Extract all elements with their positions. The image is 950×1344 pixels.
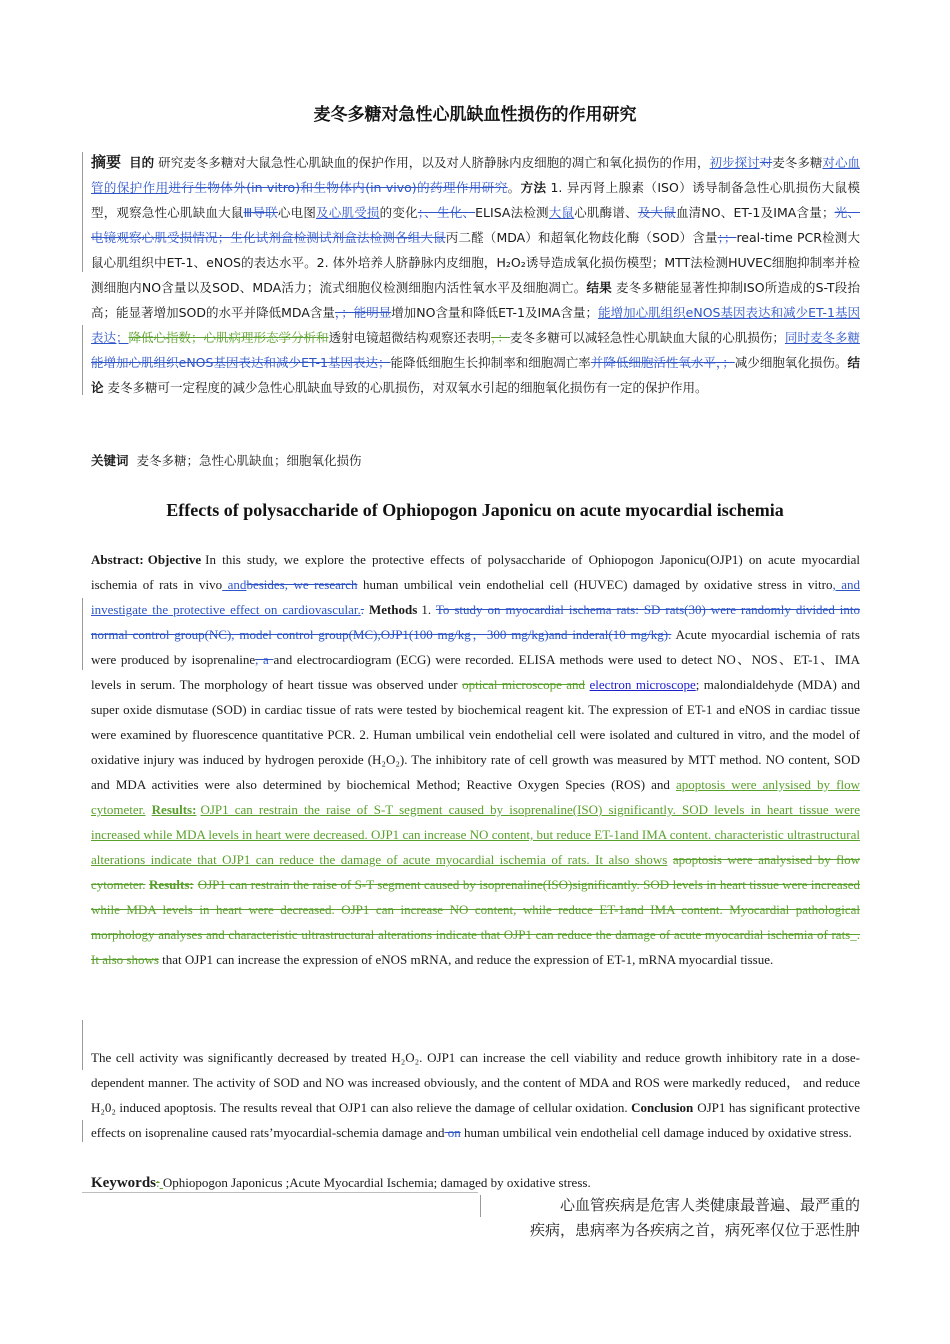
text-run: that OJP1 can increase the expression of eNOS mRNA, and reduce the expression of ET-1, mRNA myocardial tissue.	[162, 952, 774, 967]
deleted-text: 并降低细胞活性氧水平，；	[590, 355, 735, 370]
text-run: The cell activity was significantly decreased by treated H₂O₂. OJP1 can increase the cell viability and reduce growth inhibitory rate in a dose-dependent manner. The activity of SOD and NO was increased obviously, and the content of MDA and ROS were markedly reduced， and reduce H₂0₂ induced apoptosis. The results reveal that OJP1 can also relieve the damage of cellular oxidation.	[91, 1050, 860, 1115]
section-divider	[82, 1192, 478, 1193]
text-run: human umbilical vein endothelial cell damage induced by oxidative stress.	[464, 1125, 852, 1140]
inserted-text: 同时麦冬多糖	[784, 330, 860, 345]
deleted-text: , a	[255, 652, 274, 667]
text-run: 丙二醛（MDA）和超氧化物歧化酶（SOD）含量	[445, 230, 718, 245]
objective-label: 目的	[129, 155, 155, 170]
text-run: OJP1 has significant protective effects on isoprenaline caused rats’myocardial-schemia damage and	[91, 1100, 860, 1140]
deleted-results-label: Results:	[148, 877, 194, 892]
text-run: 血清NO、ET-1及IMA含量；	[675, 205, 835, 220]
inserted-text: 对心血管的保护作用	[91, 155, 860, 195]
deleted-text: 进行生物体外(in vitro)和生物体内(in vivo)的药理作用研究	[168, 180, 508, 195]
deleted-text: 降低心指数；心肌病理形态学分析和	[128, 330, 329, 345]
deleted-text: :	[156, 1175, 160, 1190]
text-run: 增加NO含量和降低ET-1及IMA含量；	[391, 305, 599, 320]
objective-label: Objective	[147, 552, 202, 567]
deleted-text: OJP1 can restrain the raise of S-T segment caused by isoprenaline(ISO)significantly. SOD levels in heart tissue were increased while MDA levels in heart were decreased. OJP1 can increase NO content, while reduce ET-1and IMA content. Myocardial pathological morphology analyses and characteristic ultrastructural alterations indicate that OJP1 can reduce the damage of acute myocardial ischemia of rats_. It also shows	[91, 877, 861, 967]
deleted-text: 能增加心肌组织eNOS基因表达和减少ET-1基因表达；	[91, 355, 391, 370]
conclusion-label: 结论	[91, 355, 860, 395]
text-run: Acute myocardial ischemia of rats were produced by isoprenaline	[91, 627, 860, 667]
text-run: 透射电镜超微结构观察还表明	[328, 330, 492, 345]
inserted-text: apoptosis were anlysised by flow cytometer.	[91, 777, 860, 817]
deleted-text: ；；	[717, 230, 737, 245]
deleted-text: apoptosis were analysised by flow cytometer.	[91, 852, 860, 892]
text-run: human umbilical vein endothelial cell (HUVEC) damaged by oxidative stress in vitro	[363, 577, 833, 592]
text-run: 麦冬多糖能显著性抑制ISO所造成的S-T段抬高；能显著增加SOD的水平并降低MDA含量	[91, 280, 860, 320]
text-run: 研究麦冬多糖对大鼠急性心肌缺血的保护作用，以及对人脐静脉内皮细胞的凋亡和氧化损伤的作用，	[158, 155, 710, 170]
revision-bar	[82, 598, 83, 670]
deleted-text: optical microscope and	[462, 677, 586, 692]
inserted-text: and	[222, 577, 247, 592]
text-run: and electrocardiogram (ECG) were recorded. ELISA methods were used to detect NO、NOS、ET-1、IMA levels in serum. The morphology of heart tissue was observed under	[91, 652, 860, 692]
text-run: 1. 异丙肾上腺素（ISO）诱导制备急性心肌损伤大鼠模型，观察急性心肌缺血大鼠	[91, 180, 860, 220]
revision-bar	[82, 152, 83, 272]
abstract-label: 摘要	[91, 153, 122, 171]
text-run: 的变化	[379, 205, 418, 220]
text-run: In this study, we explore the protective effects of polysaccharide of Ophiopogon Japonicu(OJP1) on acute myocardial ischemia of rats in vivo	[91, 552, 860, 592]
english-title: Effects of polysaccharide of Ophiopogon Japonicu on acute myocardial ischemia	[166, 500, 784, 520]
deleted-text: Ⅲ导联	[243, 205, 278, 220]
english-abstract	[91, 547, 860, 972]
deleted-text: To study on myocardial ischema rats: SD rats(30) were randomly divided into normal control group(NC), model control group(MC),OJP1(100 mg/kg，300 mg/kg)and inderal(10 mg/kg).	[91, 602, 861, 642]
text-run: ; malondialdehyde (MDA) and super oxide dismutase (SOD) in cardiac tissue of rats were tested by biochemical reagent kit. The expression of ET-1 and eNOS in cardiac tissue were examined by fluorescence quantitative PCR. 2. Human umbilical vein endothelial cell were isolated and cultured in vitro, and the model of oxidative injury was induced by hydrogen peroxide (H₂O₂). The inhibitory rate of cell growth was measured by MTT method. NO content, SOD and MDA activities were also determined by biochemical Method; Reactive Oxygen Species (ROS) and	[91, 677, 860, 792]
revision-bar	[82, 1120, 83, 1142]
text-run: 减少细胞氧化损伤。	[734, 355, 848, 370]
body-text-column	[480, 1193, 860, 1243]
text-run: 心电图	[277, 205, 317, 220]
keywords-label: 关键词	[91, 453, 129, 468]
methods-label: 方法	[520, 180, 547, 195]
inserted-text: 及心肌受损	[316, 205, 380, 220]
conclusion-label: Conclusion	[631, 1100, 694, 1115]
results-label: Results:	[151, 802, 197, 817]
body-line: 心血管疾病是危害人类健康最普遍、最严重的	[559, 1196, 860, 1214]
deleted-text: 光、电镜观察心肌受损情况；生化试剂盒检测试剂盒法检测各组大鼠	[91, 205, 860, 245]
electron-microscope-link[interactable]: electron microscope	[589, 677, 696, 692]
abstract-label: Abstract:	[91, 552, 144, 567]
deleted-text: ，；能明显	[334, 305, 392, 320]
text-run: 麦冬多糖	[772, 155, 823, 170]
text-run: 麦冬多糖可以减轻急性心肌缺血大鼠的心肌损伤；	[509, 330, 785, 345]
text-run: real-time PCR检测大鼠心肌组织中ET-1、eNOS的表达水平。2. 体外培养人脐静脉内皮细胞，H₂O₂诱导造成氧化损伤模型；MTT法检测HUVEC细胞抑制率并检测细胞内NO含量以及SOD、MDA活力；流式细胞仪检测细胞内活性氧水平及细胞凋亡。	[91, 230, 860, 295]
deleted-text: 及大鼠	[637, 205, 676, 220]
chinese-abstract	[91, 150, 860, 400]
keywords-text: 麦冬多糖；急性心肌缺血；细胞氧化损伤	[136, 453, 362, 468]
inserted-text: OJP1 can restrain the raise of S-T segment caused by isoprenaline(ISO) significantly. SOD levels in heart tissue were increased while MDA levels in heart were decreased. OJP1 can increase NO content, but reduce ET-1and IMA content. characteristic ultrastructural alterations indicate that OJP1 can reduce the damage of acute myocardial ischemia of rats. It also shows	[91, 802, 860, 867]
deleted-text: ，：	[491, 330, 510, 345]
revision-bar	[82, 325, 83, 395]
keywords-text: Ophiopogon Japonicus ;Acute Myocardial Ischemia; damaged by oxidative stress.	[162, 1175, 591, 1190]
english-abstract-continued	[91, 1045, 860, 1145]
methods-label: Methods	[368, 602, 418, 617]
revision-bar	[82, 1020, 83, 1070]
deleted-text: besides, we research	[246, 577, 358, 592]
text-run: 。	[507, 180, 521, 195]
inserted-text: 能增加心肌组织eNOS基因表达和减少ET-1基因表达；	[91, 305, 860, 345]
inserted-text: 初步探讨	[709, 155, 760, 170]
keywords-label: Keywords	[91, 1175, 156, 1191]
text-run: 麦冬多糖可一定程度的减少急性心肌缺血导致的心肌损伤，对双氧水引起的细胞氧化损伤有一定的保护作用。	[107, 380, 708, 395]
deleted-text: ；、生化、	[417, 205, 476, 220]
deleted-text: 对	[759, 155, 773, 170]
body-line: 疾病，患病率为各疾病之首，病死率仅位于恶性肿	[529, 1221, 860, 1239]
chinese-title: 麦冬多糖对急性心肌缺血性损伤的作用研究	[313, 105, 637, 125]
inserted-text: 大鼠	[548, 205, 575, 220]
text-run: 能降低细胞生长抑制率和细胞凋亡率	[390, 355, 591, 370]
inserted-text: , and investigate the protective effect on cardiovascular.	[91, 577, 860, 617]
deleted-text: on	[444, 1125, 461, 1140]
deleted-text: .	[360, 602, 364, 617]
text-run: ELISA法检测	[475, 205, 549, 220]
text-run: 心肌酶谱、	[574, 205, 638, 220]
results-label: 结果	[586, 280, 612, 295]
text-run: 1.	[421, 602, 432, 617]
chinese-keywords	[91, 448, 860, 473]
